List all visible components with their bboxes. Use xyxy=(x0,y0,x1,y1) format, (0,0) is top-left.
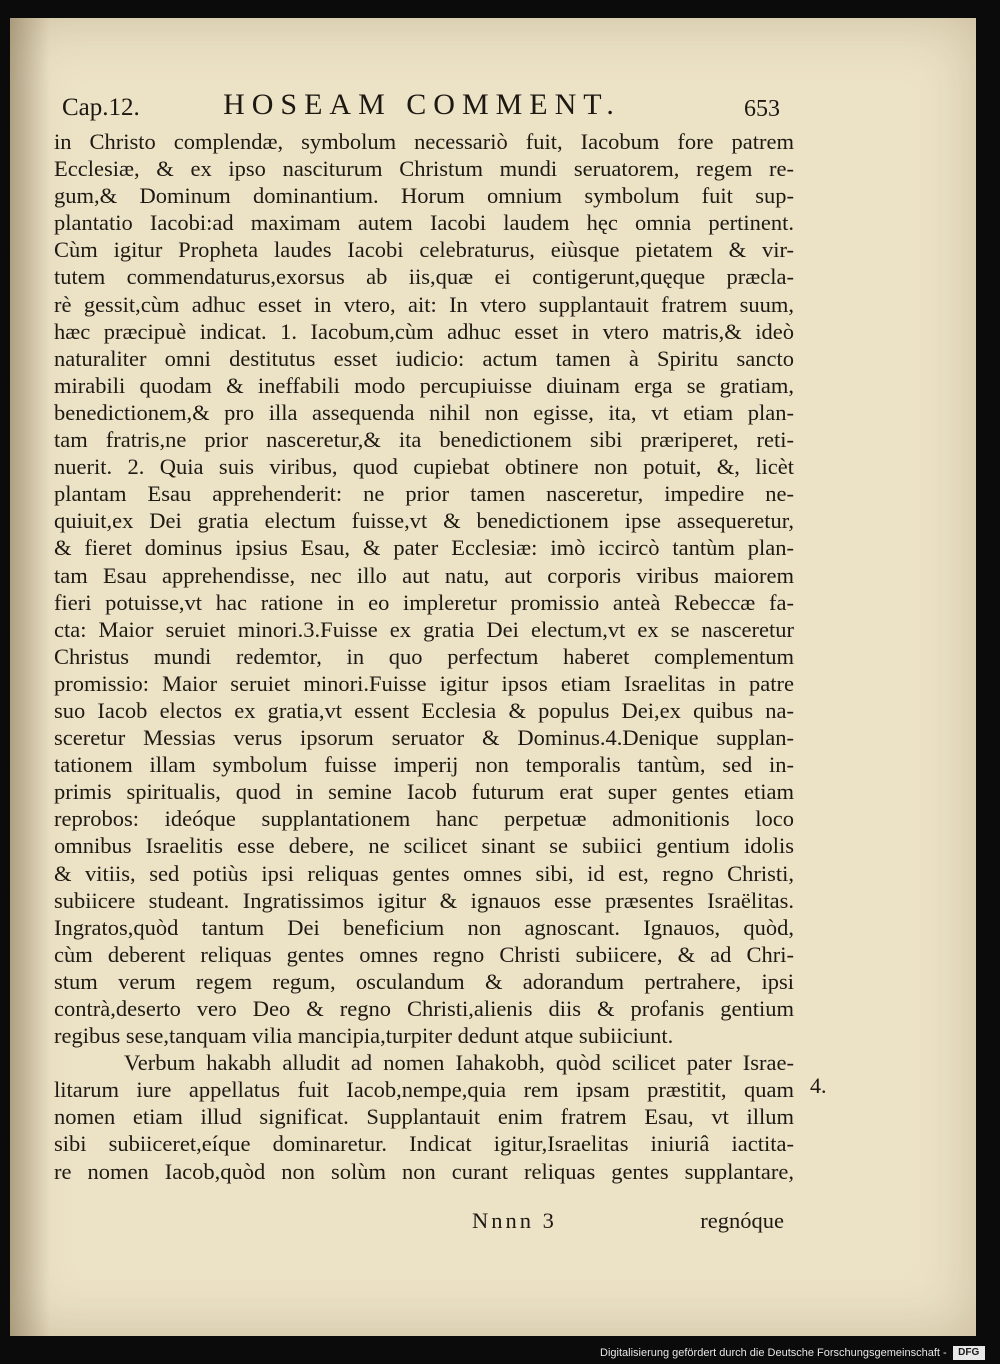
text-line: stum verum regem regum, osculandum & adorandum pertrahere, ipsi xyxy=(54,968,794,994)
page-gutter-shadow xyxy=(10,18,50,1336)
running-title: HOSEAM COMMENT. xyxy=(223,88,621,121)
text-line: benedictionem,& pro illa assequenda nihil non egisse, ita, vt etiam plan- xyxy=(54,399,794,425)
body-text xyxy=(54,128,794,1185)
paragraph-first-line: Verbum hakabh alludit ad nomen Iahakobh, quòd scilicet pater Israe- xyxy=(124,1050,794,1076)
text-line: re nomen Iacob,quòd non solùm non curant reliquas gentes supplantare, xyxy=(54,1158,794,1184)
text-line: tam fratris,ne prior nasceretur,& ita benedictionem sibi præriperet, reti- xyxy=(54,427,794,453)
book-page xyxy=(10,18,976,1336)
text-line: plantatio Iacobi:ad maximam autem Iacobi laudem hęc omnia pertinent. xyxy=(54,210,794,236)
running-header xyxy=(62,88,780,132)
text-line: litarum iure appellatus fuit Iacob,nempe,quia rem ipsam præstitit, quam xyxy=(54,1077,794,1103)
text-line: nuerit. 2. Quia suis viribus, quod cupiebat obtinere non potuit, &, licèt xyxy=(54,454,794,480)
chapter-label: Cap.12. xyxy=(62,94,140,121)
text-line: & fieret dominus ipsius Esau, & pater Ecclesiæ: imò iccircò tantùm plan- xyxy=(54,535,794,561)
text-line: naturaliter omni destitutus esset iudicio: actum tamen à Spiritu sancto xyxy=(54,345,794,371)
text-line: cta: Maior seruiet minori.3.Fuisse ex gratia Dei electum,vt ex se nasceretur xyxy=(54,616,794,642)
text-line: Ingratos,quòd tantum Dei beneficium non agnoscant. Ignauos, quòd, xyxy=(54,914,794,940)
dfg-logo-icon: DFG xyxy=(953,1346,985,1360)
text-line: hæc præcipuè indicat. 1. Iacobum,cùm adhuc esset in vtero matris,& ideò xyxy=(54,318,794,344)
text-line: subiicere studeant. Ingratissimos igitur & ignauos esse præsentes Israëlitas. xyxy=(54,887,794,913)
text-line: sibi subiiceret,eíque dominaretur. Indicat igitur,Israelitas iniuriâ iactita- xyxy=(54,1131,794,1157)
text-line: gum,& Dominum dominantium. Horum omnium symbolum fuit sup- xyxy=(54,183,794,209)
text-line: promissio: Maior seruiet minori.Fuisse igitur ipsos etiam Israelitas in patre xyxy=(54,670,794,696)
signature-mark: Nnnn 3 xyxy=(472,1208,557,1233)
text-line: quiuit,ex Dei gratia electum fuisse,vt & benedictionem ipse assequeretur, xyxy=(54,508,794,534)
text-line: plantam Esau apprehenderit: ne prior tamen nasceretur, impedire ne- xyxy=(54,481,794,507)
text-line: omnibus Israelitis esse debere, ne scilicet sinant se subiici gentium idolis xyxy=(54,833,794,859)
text-line: regibus sese,tanquam vilia mancipia,turpiter dedunt atque subiiciunt. xyxy=(54,1023,674,1049)
text-line: in Christo complendæ, symbolum necessariò fuit, Iacobum fore patrem xyxy=(54,129,794,154)
text-line: Christus mundi redemtor, in quo perfectum haberet complementum xyxy=(54,643,794,669)
text-line: tutem commendaturus,exorsus ab iis,quæ ei contigerunt,quęque præcla- xyxy=(54,264,794,290)
text-line: suo Iacob electos ex gratia,vt essent Ecclesia & populus Dei,ex quibus na- xyxy=(54,697,794,723)
text-line: & vitiis, sed potiùs ipsi reliquas gentes omnes sibi, id est, regno Christi, xyxy=(54,860,794,886)
text-line: primis spiritualis, quod in semine Iacob futurum erat super gentes etiam xyxy=(54,779,794,805)
text-line: tam Esau apprehendisse, nec illo aut natu, aut corporis viribus maiorem xyxy=(54,562,794,588)
text-line: mirabili quodam & ineffabili modo percupiuisse diuinam erga se gratiam, xyxy=(54,372,794,398)
margin-verse-number: 4. xyxy=(810,1073,827,1098)
text-line: cùm deberent reliquas gentes omnes regno Christi subiicere, & ad Chri- xyxy=(54,941,794,967)
text-line: Ecclesiæ, & ex ipso nasciturum Christum mundi seruatorem, regem re- xyxy=(54,156,794,182)
text-line: rè gessit,cùm adhuc esset in vtero, ait: In vtero supplantauit fratrem suum, xyxy=(54,291,794,317)
catchword: regnóque xyxy=(700,1208,784,1233)
text-line: sceretur Messias verus ipsorum seruator & Dominus.4.Denique supplan- xyxy=(54,725,794,751)
digitization-credit xyxy=(600,1344,985,1362)
page-footer xyxy=(54,1208,794,1238)
page-number: 653 xyxy=(744,96,780,122)
text-line: Cùm igitur Propheta laudes Iacobi celebraturus, eiùsque pietatem & vir- xyxy=(54,237,794,263)
text-line: nomen etiam illud significat. Supplantauit enim fratrem Esau, vt illum xyxy=(54,1104,794,1130)
text-line: tationem illam symbolum fuisse imperij non temporalis tantùm, sed in- xyxy=(54,752,794,778)
credit-text: Digitalisierung gefördert durch die Deutsche Forschungsgemeinschaft - xyxy=(600,1347,947,1359)
text-line: fieri potuisse,vt hac ratione in eo impleretur promissio anteà Rebeccæ fa- xyxy=(54,589,794,615)
text-line: contrà,deserto vero Deo & regno Christi,alienis diis & profanis gentium xyxy=(54,996,794,1021)
text-line: reprobos: ideóque supplantationem hanc perpetuæ admonitionis loco xyxy=(54,806,794,832)
